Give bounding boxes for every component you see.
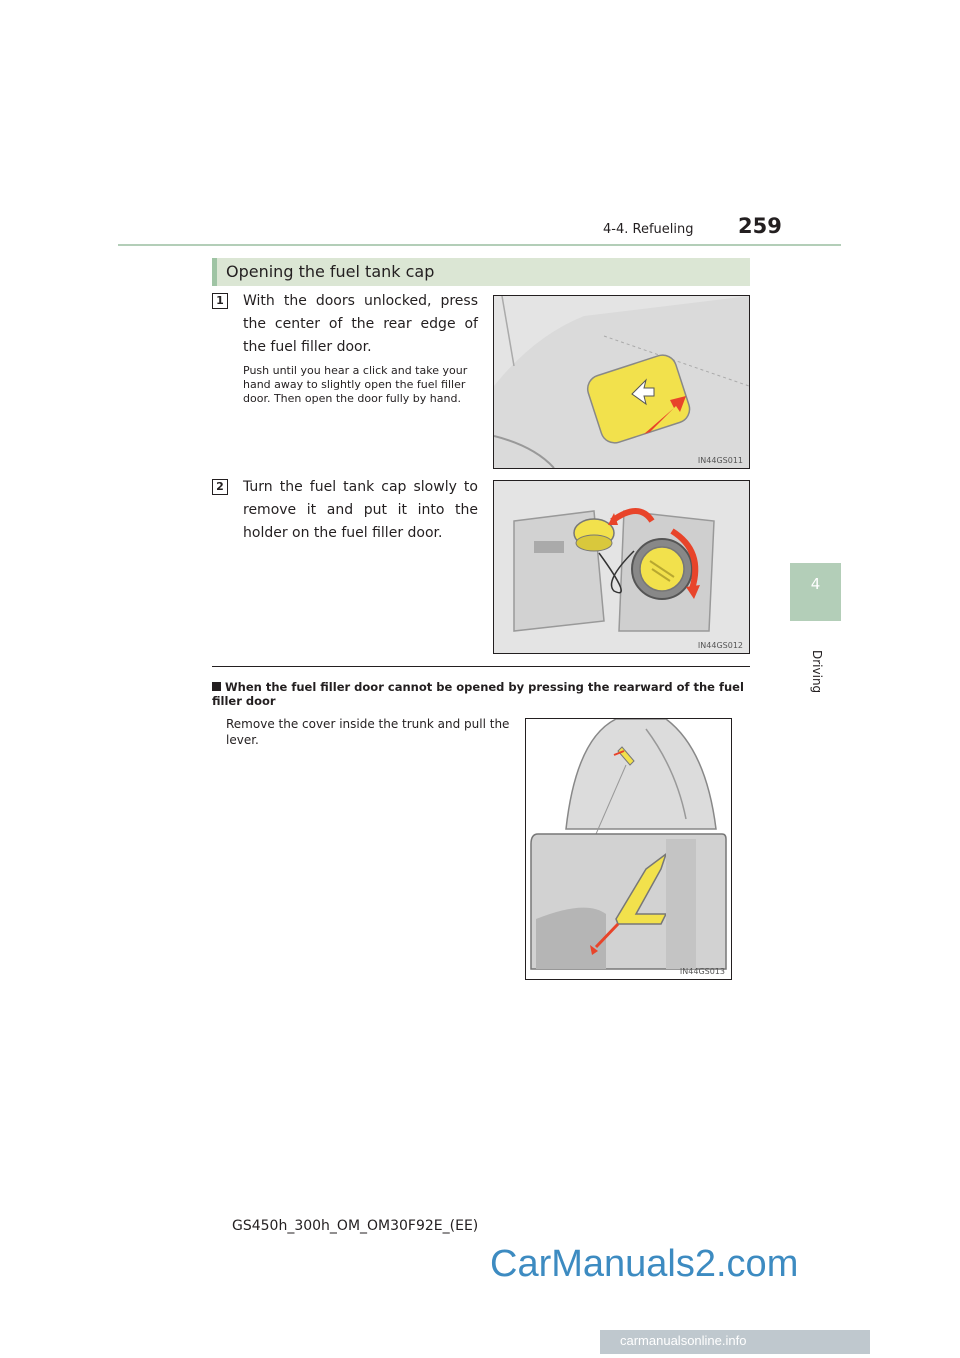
chapter-tab-label: Driving	[810, 650, 824, 694]
header-section-title: 4-4. Refueling	[603, 222, 694, 237]
watermark-text: CarManuals2.com	[490, 1243, 799, 1285]
section-title: Opening the fuel tank cap	[226, 262, 435, 281]
square-bullet-icon	[212, 682, 221, 691]
illustration-code-1: IN44GS011	[697, 456, 743, 465]
step-1-note: Push until you hear a click and take your hand away to slightly open the fuel filler door. Then open the door fully by hand.	[243, 364, 468, 405]
step-2-text: Turn the fuel tank cap slowly to remove it and put it into the holder on the fuel filler door.	[243, 479, 478, 541]
fuel-cap-illustration	[493, 480, 750, 654]
fuel-cap-drawing	[494, 481, 749, 653]
subsection-heading-text: When the fuel filler door cannot be opened by pressing the rearward of the fuel filler door	[212, 680, 744, 708]
illustration-code-2: IN44GS012	[697, 641, 743, 650]
footer-model-code: GS450h_300h_OM_OM30F92E_(EE)	[232, 1218, 479, 1234]
header-rule	[118, 244, 841, 246]
fuel-door-illustration	[493, 295, 750, 469]
trunk-lever-drawing	[526, 719, 731, 979]
illustration-code-3: IN44GS013	[679, 967, 725, 976]
trunk-lever-illustration	[525, 718, 732, 980]
subsection-heading	[212, 680, 750, 708]
fuel-door-drawing	[494, 296, 749, 468]
page-number: 259	[738, 214, 782, 238]
step-number-2: 2	[212, 479, 228, 495]
section-separator	[212, 666, 750, 667]
subsection-body: Remove the cover inside the trunk and pull the lever.	[226, 717, 510, 747]
chapter-tab-number: 4	[810, 575, 821, 593]
bottom-watermark-text: carmanualsonline.info	[620, 1333, 747, 1348]
step-number-1: 1	[212, 293, 228, 309]
step-1-text: With the doors unlocked, press the center of the rear edge of the fuel filler door.	[243, 293, 478, 355]
